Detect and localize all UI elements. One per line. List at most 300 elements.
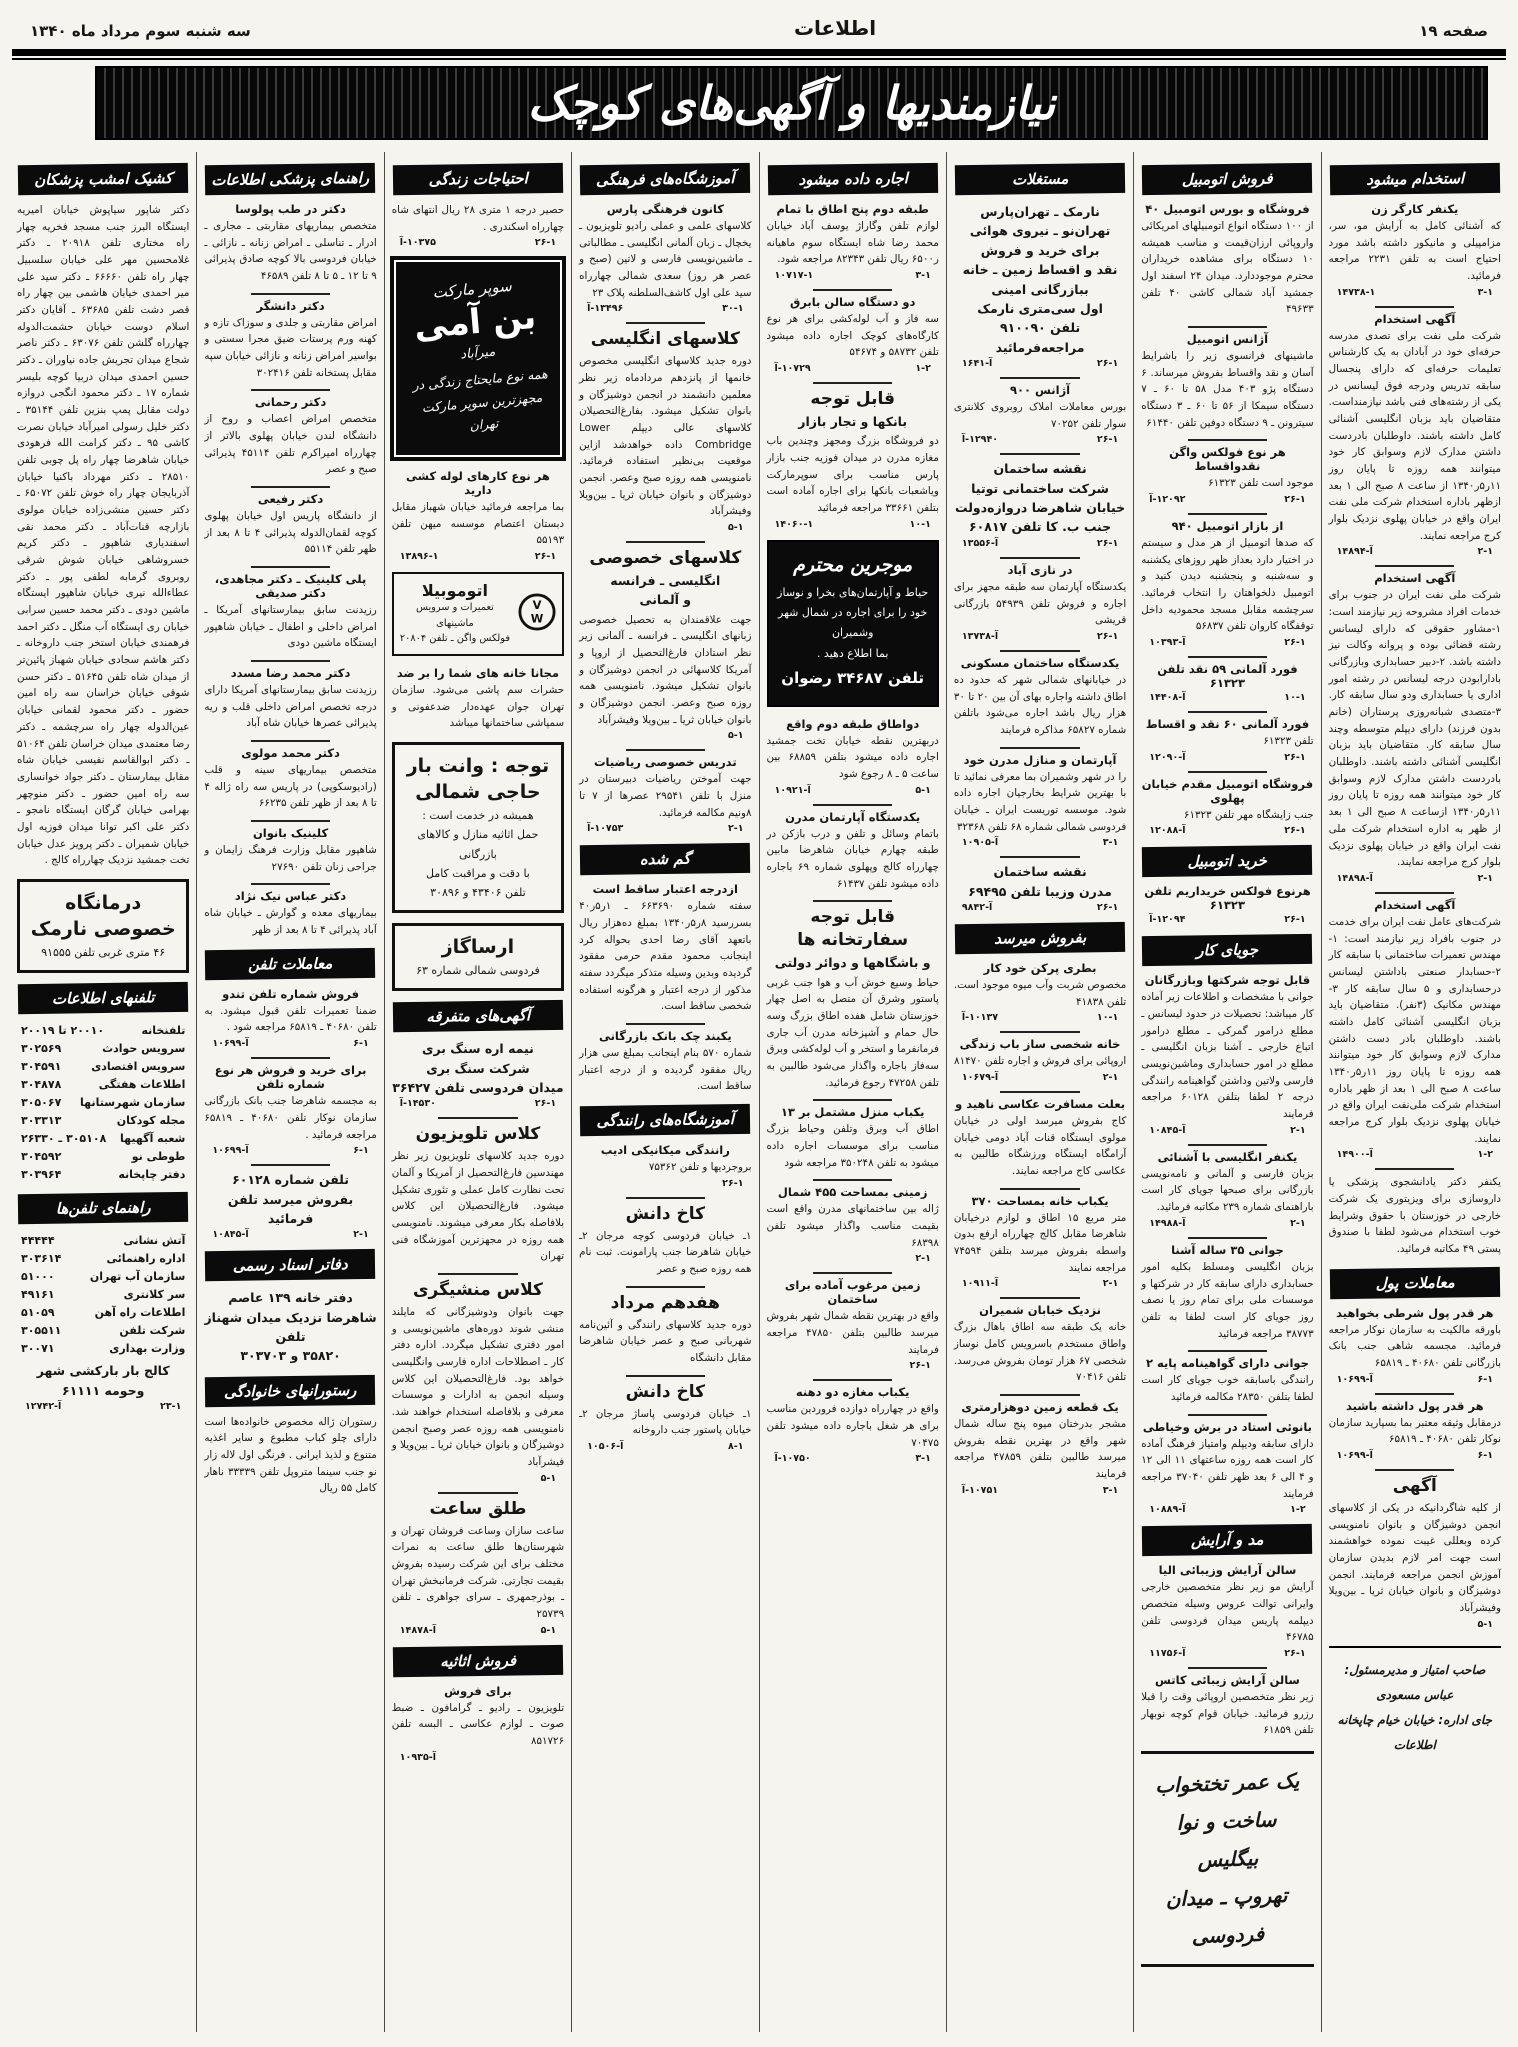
ad-divider	[813, 900, 892, 902]
ad-ref-code: ۱۰۷۵۰-آ	[774, 1453, 811, 1465]
ad-ref-code: آ-۱۰۸۴۵	[212, 1229, 249, 1241]
ad-ref-serial: ۲-۱	[353, 1229, 369, 1241]
phone-label: مجله کودکان	[116, 1113, 186, 1127]
phone-row	[17, 1111, 189, 1129]
ad-divider	[251, 486, 330, 488]
ad-title-line: بانکها و تجار بازار	[798, 413, 908, 429]
ad-ref	[1141, 1503, 1313, 1515]
ad-ref-code: آ-۱۰۶۹۹	[212, 1145, 249, 1157]
ad-divider	[1375, 1393, 1454, 1395]
ad-body: از کلیه شاگردانیکه در یکی از کلاسهای انجمن دوشیزگان و بانوان نامنویسی کرده وبعللی غیبت نموده خواهشمند است جهت امر لازم بدیدن سازمان آموزش انجمن مراجعه فرمایند. انجمن دوشیزگان و بانوان خیابان ثریا ـ بین‌ویلا وفیشرآباد	[1328, 1501, 1501, 1614]
column-car-sale	[1133, 152, 1320, 2032]
ad-title: قابل توجه سفارتخانه ها	[797, 907, 909, 951]
ad-ref-serial: ۲۶-۱	[1096, 434, 1119, 446]
ad-ref	[1329, 545, 1501, 557]
masthead-title: اطلاعات	[793, 16, 877, 40]
section-header: راهنمای تلفن‌ها	[18, 1192, 189, 1224]
classified-ad	[954, 1037, 1126, 1083]
ad-ref	[1141, 493, 1313, 505]
ad-ref-serial: ۳-۱	[915, 270, 931, 282]
classified-ad	[204, 1414, 376, 1497]
ad-body: دکتر شاپور سیاپوش خیابان امیریه ایستگاه البرز جنب مسجد فخریه چهار راه مختاری تلفن ۲۰۹۱۸ ـ دکتر غلامحسین مهر علی خیابان سلسبیل چهار راه تلفن ۶۶۶۶۰ ـ دکتر سید علی میر احمدی خیابان هاشمی بین چهار راه قصر دشت تلفن ۶۳۶۸۵ ـ آقایان دکتر اسلام دوست خیابان حشمت‌الدوله چهارراه گلشن تلفن ۶۳۰۷۶ ـ دکتر ناصر شجاع میدان تجریش جاده نیاوران ـ دکتر حسین احمدی میدان دربیا کوچه بلیسر شماره ۱۷ ـ دکتر محمود انگجی دروازه دولت مقابل پمپ بنزین تلفن ۳۵۱۴۴ ـ دکتر خلیل رسولی امیرآباد خیابان نصرت کاشی ۹۵ ـ دکتر کرامت الله فرهودی خیابان شاهرضا چهار راه پل چوبی تلفن ۲۸۵۱۰ ـ دکتر مهرداد باکنیا خیابان آذربایجان چهار راه خوش تلفن ۶۵۰۷۲ ـ دکتر حسین منشی‌زاده خیابان مولوی بازارچه قنات‌آباد ـ دکتر محمد نقی اسفندیاری شاهپور ـ دکتر کریم خسروشاهی خیابان شوش شرقی روبروی گرمابه لطفی پور ـ دکتر عطاءالله نیری خیابان شاهپور ایستگاه ماشین دودی ـ دکتر محمد حسین سرابی خیابان ری ایستگاه آب منگل ـ دکتر احمد فرهمندی خیابان استخر جنب داروخانه ـ دکتر هاشم سجادی خیابان شهباز پائین‌تر از میدان شاه تلفن ۵۱۶۴۵ ـ دکتر حسن شوقی خیابان خراسان سه راه امین حضور ـ دکتر محمود لقمانی خیابان عین‌الدوله چهار راه سرچشمه ـ دکتر رضا معتمدی میدان خراسان تلفن ۵۱۰۶۴ ـ دکتر ابوالقاسم نفیسی خیابان شاه مقابل بیمارستان ـ دکتر جواد خوانساری سه راه امین حضور ـ دکتر منوچهر بهرامی خیابان گرگان ایستگاه نامجو ـ دکتر علی اکبر توانا میدان فوزیه اول خیابان شمیران ـ دکتر پرویز عدل خیابان تخت جمشید نزدیک چهارراه کالج .	[17, 204, 190, 867]
classified-ad	[1141, 1420, 1313, 1516]
ad-title: یکباب خانه بمساحت ۳۷۰	[971, 1193, 1109, 1208]
display-ad-line: خود را برای اجاره در شمال شهر وشمیران	[778, 606, 928, 640]
top-bar	[0, 0, 1518, 46]
ad-ref	[954, 1484, 1126, 1496]
ad-divider	[626, 1286, 705, 1288]
classified-ad	[954, 1097, 1126, 1180]
classified-ad	[1141, 1243, 1313, 1342]
ad-title: کاخ دانش	[625, 1203, 706, 1224]
ad-ref-code: آ-۹۸۴۲	[961, 901, 993, 913]
classified-ad	[1141, 662, 1313, 703]
ad-ref	[392, 236, 564, 248]
classifieds-banner: نیازمندیها و آگهی‌های کوچک	[95, 66, 1488, 140]
phone-list	[17, 1231, 189, 1357]
phone-label: اطلاعات راه آهن	[94, 1305, 186, 1319]
classified-ad	[1141, 884, 1313, 925]
ad-ref	[1141, 636, 1313, 648]
ad-divider	[1188, 513, 1267, 515]
ad-ref-serial: ۱-۲	[1290, 1504, 1306, 1516]
ad-title: زمینی بمساحت ۴۵۵ شمال	[777, 1185, 928, 1200]
phone-row	[17, 1075, 189, 1093]
classified-ad	[1141, 717, 1313, 763]
phone-row	[17, 1267, 189, 1285]
ad-title: کانون فرهنگی پارس	[606, 202, 724, 216]
ad-divider	[251, 740, 330, 742]
ad-body: باورقه مالکیت به سازمان نوکار مراجعه فرمائید. مجسمه شاهی جنب بانک بازرگانی تلفن ۴۰۶۸۰ ـ ۶۵۸۱۹	[1328, 1323, 1501, 1369]
ad-ref-serial: ۲-۱	[1102, 1278, 1119, 1290]
ad-ref-serial: ۲-۱	[1290, 1124, 1306, 1136]
phone-number: ۲۰۰۱۰ تا ۲۰۰۱۹	[21, 1023, 105, 1037]
ad-ref-serial: ۲-۱	[915, 1253, 931, 1265]
ad-title: یکباب منزل مشتمل بر ۱۳	[780, 1105, 925, 1120]
classified-ad	[1141, 332, 1313, 431]
phone-number: ۳۰۴۸۷۸	[21, 1077, 62, 1091]
ad-ref	[954, 537, 1126, 549]
ad-title-line: دفتر خانه ۱۳۹ عاصم	[228, 1290, 353, 1306]
ad-title: از بازار اتومبیل ۹۴۰	[1171, 519, 1284, 534]
section-header: دفاتر اسناد رسمی	[205, 1249, 376, 1281]
ad-body: را در شهر وشمیران بما معرفی نمائید تا با بهترین شرایط بخارجیان اجاره داده شود. موسسه توریست ایران ـ خیابان فردوسی شمالی شماره ۶۸ تلفن ۳۲۳۶۸	[953, 770, 1127, 833]
classified-ad	[204, 826, 376, 875]
phone-label: سازمان شهرستانها	[80, 1095, 186, 1109]
ad-ref	[954, 1071, 1126, 1083]
classified-ad	[17, 202, 189, 869]
section-header: مستغلات	[955, 163, 1126, 195]
phone-label: اطلاعات هفتگی	[98, 1077, 186, 1091]
ad-divider	[1000, 1188, 1079, 1190]
classified-ad	[1141, 202, 1313, 318]
ad-ref	[1141, 1647, 1313, 1659]
ad-divider	[438, 1273, 517, 1275]
ad-ref-code: آ-۱۰۸۴۵	[1149, 1124, 1186, 1136]
ad-title: دو دستگاه سالن بابرق	[789, 295, 916, 310]
ad-title: فروشگاه و بورس اتومبیل ۴۰	[1145, 202, 1310, 216]
ad-body: از ۱۰۰ دستگاه انواع اتومبیلهای امریکائی واروپائی ارزان‌قیمت و مناسب همیشه ۱۰ دستگاه برای مشاهده خریداران محترم موجوددارد. میدان ۲۴ اسفند اول جمشید آباد شمالی کاشی ۴۰ تلفن ۴۹۶۳۳	[1141, 220, 1314, 316]
ad-divider	[1000, 1297, 1079, 1299]
phone-label: دفتر چاپخانه	[118, 1167, 186, 1181]
ad-divider	[813, 1099, 892, 1101]
classified-ad	[767, 388, 939, 530]
ad-divider	[1188, 711, 1267, 713]
ad-divider	[251, 293, 330, 295]
ad-divider	[813, 1179, 892, 1181]
phone-row	[17, 1339, 189, 1357]
ad-divider	[1000, 453, 1079, 455]
ad-divider	[1375, 565, 1454, 567]
classified-ad	[579, 1292, 751, 1367]
phone-number: ۳۰۴۵۹۱	[21, 1059, 62, 1073]
ad-title: کلاسهای انگلیسی	[590, 329, 740, 350]
ad-divider	[813, 1379, 892, 1381]
classified-ad	[579, 1203, 751, 1278]
ad-title: قابل توجه شرکتها وبازرگانان	[1144, 973, 1311, 988]
ad-body: ۱ـ خیابان فردوسی پاساژ مرجان ۲ـ خیابان پاستور جنب داروخانه	[579, 1407, 752, 1437]
ad-ref	[767, 1252, 939, 1264]
column-employment	[1321, 152, 1508, 2032]
ad-title: جوانی دارای گواهینامه پایه ۲	[1145, 1356, 1309, 1371]
classified-ad	[954, 383, 1126, 445]
ad-ref-serial: ۳-۱	[1102, 1484, 1119, 1496]
phone-row	[17, 1093, 189, 1111]
classified-ad	[204, 746, 376, 812]
ad-title: هر نوع کارهای لوله کشی دارید	[406, 468, 550, 497]
classified-ad	[204, 395, 376, 478]
phone-row	[17, 1129, 189, 1147]
classified-ad	[954, 459, 1126, 549]
ad-divider	[251, 389, 330, 391]
ad-title: آگهی استخدام	[1374, 897, 1456, 912]
classified-ad	[767, 1278, 939, 1371]
classified-ad	[392, 1498, 564, 1636]
ad-title: یکبند چک بانک بازرگانی	[598, 1029, 732, 1044]
phone-number: ۳۰۰۷۱	[21, 1341, 55, 1355]
ad-ref-code: آ-۱۰۹۳۵	[399, 1751, 436, 1763]
ad-title: زمین مرغوب آماده برای ساختمان	[784, 1278, 921, 1307]
ad-title: بانوئی استاد در برش وخیاطی	[1142, 1419, 1312, 1434]
classified-ad	[1141, 1150, 1313, 1229]
classified-ad	[767, 717, 939, 796]
ad-title: در نازی آباد	[1007, 562, 1073, 577]
ad-ref-serial: ۲۶-۱	[1096, 358, 1119, 369]
classified-ad	[579, 202, 751, 314]
ad-ref-serial: ۲۶-۱	[909, 1360, 931, 1372]
classified-ad	[1141, 777, 1313, 837]
ad-ref-serial: ۳-۱	[1102, 837, 1119, 849]
ad-body: اروپائی برای فروش و اجاره تلفن ۸۱۴۷۰	[954, 1055, 1127, 1068]
boxed-ad-title: درمانگاه خصوصی نارمک	[30, 891, 176, 941]
supermarket-kicker: سوپر مارکت	[431, 277, 513, 303]
ad-title-line: کالج بار بارکشی شهر وحومه ۶۱۱۱۱	[36, 1363, 170, 1398]
ad-body: بما مراجعه فرمائید خیابان شهباز مقابل دبستان اعتصام موسسه میهن تلفن ۵۵۱۹۳	[391, 500, 565, 547]
ad-ref	[1141, 751, 1313, 763]
ad-body: متر مربع ۱۵ اطاق و لوازم درخیابان شاهرضا مقابل کالج چهارراه ارفع بدون واسطه بفروش میرسد بتلفن ۷۴۵۹۴ مراجعه نمایند	[953, 1211, 1127, 1274]
ad-ref-serial: ۲-۱	[1477, 872, 1493, 884]
ad-ref	[1141, 913, 1313, 925]
ad-title: کلاسهای خصوصی	[589, 548, 742, 569]
ad-body: ضمنا تعمیرات تلفن قبول میشود. به تلفن ۴۰۶۸۰ ـ ۶۵۸۱۹ مراجعه شود .	[204, 1004, 377, 1034]
ad-ref	[1141, 824, 1313, 836]
classified-ad	[1141, 973, 1313, 1135]
phone-number: ۵۱۰۰۰	[21, 1269, 55, 1283]
vw-dealer-line: فولکس واگن ـ تلفن ۲۰۸۰۴	[399, 633, 511, 645]
ad-divider	[1000, 377, 1079, 379]
ad-title: آگهی	[1392, 1475, 1437, 1496]
ad-ref-serial: ۱۰-۱	[909, 518, 931, 530]
classified-ad	[1329, 312, 1501, 558]
ad-ref-serial: ۲۶-۱	[1284, 494, 1306, 506]
classified-ad	[954, 1194, 1126, 1290]
ad-ref-code: آ-۱۴۸۹۴	[1336, 546, 1373, 558]
ad-title: فروشگاه اتومبیل مقدم خیابان پهلوی	[1141, 776, 1314, 805]
ad-title: آگهی استخدام	[1374, 311, 1456, 326]
ad-divider	[1188, 656, 1267, 658]
classified-ad	[767, 295, 939, 374]
ad-divider	[251, 566, 330, 568]
ad-body: مخصوص شربت وآب میوه موجود است. تلفن ۴۱۸۳۸	[953, 978, 1127, 1008]
ad-ref-code: ۱۴۷۳۸-۱	[1336, 286, 1376, 298]
ad-ref-serial: ۲۶-۱	[1096, 537, 1119, 549]
boxed-ad-line: تلفن ۴۳۴۰۶ و ۳۰۸۹۶	[430, 886, 526, 900]
ad-title: دکتر عباس نیک نژاد	[234, 889, 347, 904]
ad-ref	[204, 1037, 376, 1049]
ad-ref	[392, 1751, 564, 1763]
classified-ad	[579, 1381, 751, 1452]
ad-divider	[251, 1164, 330, 1166]
classified-ad	[767, 1185, 939, 1264]
ad-title: خانه شخصی ساز باب زندگی	[959, 1037, 1121, 1052]
phone-label: تلفنخانه	[141, 1023, 186, 1037]
ad-ref-serial: ۲-۱	[1102, 1072, 1119, 1083]
section-header: بفروش میرسد	[955, 922, 1126, 954]
ad-ref-serial: ۲۶-۱	[1284, 825, 1306, 837]
ad-body: متخصص بیماریهای سینه و قلب (رادیوسکوپی) در پاریس سه راه ژاله ۴ تا ۸ بعد از ظهر تلفن ۶۶۲۳۵	[204, 764, 377, 810]
boxed-ad	[392, 923, 564, 991]
classified-ad	[1329, 898, 1501, 1160]
vw-dealer-ad	[392, 572, 564, 656]
ad-ref-serial: ۵-۱	[915, 784, 931, 796]
ad-ref-code: ۱۰۳۷۵-آ	[399, 237, 436, 249]
phone-number: ۵۱۰۵۹	[21, 1305, 55, 1319]
ad-ref	[1329, 1618, 1501, 1630]
column-medical-guide	[196, 152, 383, 2032]
classified-ad	[767, 202, 939, 281]
ad-body: جهت آموختن ریاضیات دبیرستان در منزل با تلفن ۲۹۵۴۱ عصرها از ۷ تا ۸ونیم مکالمه فرمائید.	[579, 773, 752, 819]
boxed-ad-title: ارساگاز	[441, 936, 515, 959]
svg-text:W: W	[530, 611, 544, 626]
ad-divider	[1000, 557, 1079, 559]
ad-ref-code: ۱۲۰۹۴-آ	[1149, 914, 1186, 926]
ad-title: هر قدر پول شرطی بخواهید	[1336, 1305, 1494, 1320]
ad-body: موجود است تلفن ۶۱۳۲۳	[1208, 477, 1314, 490]
section-header: آموزشگاه‌های فرهنگی	[580, 163, 751, 195]
section-header: فروش اتومبیل	[1142, 163, 1313, 195]
calligraphic-ad	[1141, 1751, 1313, 1967]
ad-title-line: انگلیسی ـ فرانسه	[610, 572, 721, 588]
column-for-rent	[759, 152, 946, 2032]
ad-ref	[767, 518, 939, 530]
classified-ad	[767, 810, 939, 893]
ad-ref-serial: ۵-۱	[727, 522, 744, 534]
boxed-ad	[392, 742, 564, 913]
column-real-estate	[946, 152, 1133, 2032]
ad-body: مشجر بدرختان میوه پنج ساله شمال شهر واقع در بهترین نقطه بفروش میرسد طالبین بتلفن ۴۷۸۵۹ مراجعه فرمایند	[953, 1418, 1127, 1481]
ad-title-line: تلفن شماره ۶۰۱۲۸	[232, 1172, 349, 1188]
ad-ref	[954, 630, 1126, 642]
ad-title-line: اول سی‌متری نارمک	[977, 300, 1103, 316]
ad-title: یک قطعه زمین دوهزارمتری	[961, 1400, 1119, 1415]
classified-ad	[1141, 1563, 1313, 1659]
ad-ref-code: آ-۱۳۷۳۸	[961, 630, 999, 642]
ad-title: دکتر محمد رضا مسدد	[230, 666, 351, 681]
classified-ad	[579, 882, 751, 1015]
ad-ref	[204, 1144, 376, 1156]
ad-ref-serial: ۲-۱	[1290, 1217, 1306, 1229]
classified-ad	[1141, 1356, 1313, 1405]
classified-ad	[579, 1029, 751, 1095]
ad-ref-code: ۱۰۱۳۷-آ	[961, 1012, 999, 1024]
boxed-ad-line: ۴۶ متری غربی تلفن ۹۱۵۵۵	[41, 946, 166, 960]
ad-body: یکدستگاه آپارتمان سه طبقه مجهز برای اجاره و فروش تلفن ۵۴۹۳۹ بازرگانی قریشی	[953, 580, 1127, 627]
classified-ad	[392, 666, 564, 732]
vw-logo-icon	[518, 593, 556, 635]
phone-number: ۴۹۱۶۱	[21, 1287, 55, 1301]
ad-title-line: شاهرضا نزدیک میدان شهناز تلفن	[204, 1309, 377, 1345]
classified-ad	[392, 1684, 564, 1763]
supermarket-display-inner	[397, 274, 558, 443]
ad-divider	[1188, 326, 1267, 328]
ad-body: دوره جدید کلاسهای رانندگی و آئین‌نامه شهربانی صبح و عصر خیابان شاهرضا مقابل دانشگاه	[579, 1318, 752, 1365]
ad-ref-code: آ-۱۰۶۹۹	[1336, 1449, 1373, 1461]
ad-divider	[438, 1117, 517, 1119]
section-header: احتیاجات زندگی	[393, 163, 564, 195]
ad-ref-code: آ-۱۴۸۹۸	[1336, 872, 1373, 884]
ad-title: فورد آلمانی ۵۹ نقد تلفن ۶۱۳۲۳	[1157, 662, 1298, 691]
classified-ad	[579, 755, 751, 834]
ad-ref	[579, 1440, 751, 1452]
ad-ref-serial: ۵-۱	[540, 1624, 557, 1636]
ad-divider	[251, 660, 330, 662]
ad-title-line: جنب ب. کا تلفن ۶۰۸۱۷	[968, 519, 1112, 535]
supermarket-display-ad	[394, 260, 562, 457]
ad-ref-code: ۱۳۸۹۶-۱	[399, 550, 439, 562]
ad-divider	[1000, 747, 1079, 749]
ad-ref-serial: ۳۰-۱	[722, 303, 744, 315]
ad-ref-code: آ-۱۱۷۵۶	[1149, 1647, 1186, 1659]
boxed-ad-line: همیشه در خدمت است :	[422, 809, 534, 823]
ad-body: کلاسهای علمی و عملی رادیو تلویزیون ـ یخچال ـ زبان آلمانی انگلیسی ـ مطالباتی ـ ماشین‌نویسی فارسی و لاتین (صبح و عصر هر روز) سعدی شمالی چهارراه سید علی اول کاشف‌السلطنه پلاک ۲۳	[579, 220, 752, 299]
column-life-necessities	[384, 152, 571, 2032]
ad-ref-code: ۱۰۷۵۱-آ	[961, 1484, 999, 1496]
ad-ref-code: ۱۳۴۹۶-آ	[587, 303, 624, 315]
ad-divider	[626, 1375, 705, 1377]
ad-title-line: شرکت سنگ بری	[426, 1060, 530, 1076]
ad-divider	[1375, 1168, 1454, 1170]
ad-body: حیاط وسیع خوش آب و هوا جنب غربی پاستور وشرق آن متصل به اصل چهار خوزستان شامل هفده اطاق بزرگ وسه حال حمام و آشپزخانه مدرن آب جاری فرمانفرما و استخر و آب لوله‌کشی وبرق سه‌فاز باجاره واگذار می‌شود طالبین به تلفن ۴۷۲۵۸ رجوع فرمائید.	[766, 976, 939, 1089]
ad-ref-serial: ۲۶-۱	[1284, 637, 1306, 649]
calligraphic-line: تهروپ ـ میدان فردوسی	[1165, 1882, 1288, 1949]
ad-divider	[813, 1272, 892, 1274]
ad-title: سالن آرایش زیبائی کاتس	[1155, 1672, 1300, 1687]
ad-divider	[1375, 892, 1454, 894]
ad-divider	[626, 1197, 705, 1199]
ad-divider	[1188, 771, 1267, 773]
ad-ref	[1329, 1449, 1501, 1461]
ad-title: آژانس اتومبیل	[1186, 332, 1269, 347]
phone-label: سرویس حوادث	[102, 1041, 186, 1055]
ad-ref-serial: ۲۶-۱	[1284, 1647, 1306, 1659]
classified-ad	[579, 328, 751, 533]
classified-ad	[1141, 1673, 1313, 1739]
classified-ad	[767, 906, 939, 1091]
ad-title-line: تلفن ۹۱۰۰۹۰ مراجعه‌فرمائید	[995, 320, 1085, 355]
phone-number: ۳۰۴۵۹۲	[21, 1149, 62, 1163]
section-header: تلفنهای اطلاعات	[18, 982, 189, 1014]
ad-title: بطری پرکن خود کار	[983, 960, 1097, 975]
ad-ref-code: آ-۱۰۶۷۹	[961, 1072, 999, 1083]
ad-ref-serial: ۲۶-۱	[1284, 751, 1306, 763]
ad-title: آپارتمان و منازل مدرن خود	[963, 752, 1117, 767]
display-ad-line: بما اطلاع دهید .	[816, 646, 889, 660]
ad-title: قابل توجه	[810, 389, 895, 410]
ad-ref	[392, 1624, 564, 1636]
ad-ref	[17, 1400, 189, 1412]
imprint-line: صاحب امتیاز و مدیرمسئول: عباس مسعودی	[1344, 1662, 1486, 1702]
ad-divider	[438, 1492, 517, 1494]
ad-ref-code: آ-۱۰۹۰۵	[961, 837, 999, 849]
ad-ref-code: آ-۱۲۰۹۰	[1149, 751, 1186, 763]
ad-body: بروجردیها و تلفن ۷۵۳۶۲	[648, 1161, 752, 1174]
phone-label: طوطی نو	[131, 1149, 186, 1163]
phone-label: شرکت تلفن	[119, 1323, 186, 1337]
ad-divider	[626, 541, 705, 543]
ad-title-line: نارمک ـ تهران‌پارس	[980, 204, 1100, 219]
ad-ref-serial: ۸-۱	[727, 1441, 744, 1452]
ad-ref	[204, 1228, 376, 1240]
ad-ref	[954, 836, 1126, 848]
ad-body: دوره جدید کلاسهای انگلیسی مخصوص خانمها از پانزدهم مردادماه زیر نظر معلمین دانشمند در انجمن دوشیزگان و بانوان تشکیل میشود. بفارغ‌التحصیلان کلاسهای عالی دیپلم Lower Combridge داده خواهدشد ازاین موقعیت بی‌نظیر استفاده فرمائید. نامنویسی همه روزه صبح وعصر. انجمن دوشیزگان و بانوان خیابان ثریا ـ بین‌ویلا وفیشرآباد	[579, 355, 752, 518]
phone-row	[17, 1249, 189, 1267]
ad-ref-code: آ-۱۰۸۸۹	[1149, 1504, 1186, 1516]
ad-title-line: نقشه ساختمان	[993, 461, 1087, 477]
ad-title: برای خرید و فروش هر نوع شماره تلفن	[214, 1063, 367, 1092]
ad-title-line: مدرن وزیبا تلفن ۶۹۴۹۵	[968, 883, 1112, 899]
ad-divider	[626, 322, 705, 324]
ad-title-line: میدان فردوسی تلفن ۳۶۴۲۷	[392, 1079, 564, 1095]
ad-title: کلاس منشیگری	[412, 1279, 543, 1300]
ad-body: ماشینهای فرانسوی زیر را باشرایط آسان و نقد واقساط بفروش میرساند. ۶ دستگاه پژو ۴۰۳ مدل ۵۸ تا ۶۰ ـ ۷ دستگاه سیمکا از ۵۶ تا ۶۰ ـ ۳ دستگاه سیترونن ـ ۹ دستگاه دوفین تلفن ۶۱۴۴۰	[1141, 350, 1314, 429]
ad-body: زیر نظر متخصصین اروپائی وقت را قبلا رزرو فرمائید. خیابان قوام کوچه نوبهار تلفن ۶۱۸۵۹	[1141, 1690, 1314, 1737]
ad-body: دارای سابقه ودیپلم وامتیاز فرهنگ آماده کار است همه روزه ساعتهای ۱۱ الی ۱۲ و ۴ الی ۶ بعد ظهر تلفن ۳۷۰۴۰ مراجعه فرمایند	[1141, 1437, 1314, 1500]
ad-body: در خیابانهای شمالی شهر که حدود ده اطاق داشته واجاره بهای آن بین ۲۰ تا ۳۰ هزار ریال باشد اجاره می‌شود باتلفن شماره ۶۵۸۲۷ مذاکره فرمایند	[953, 673, 1127, 736]
ad-title-line: نقشه ساختمان	[993, 864, 1087, 880]
classified-ad	[204, 572, 376, 652]
classified-ad	[767, 1385, 939, 1464]
classified-ad	[204, 1170, 376, 1240]
boxed-ad-line: فردوسی شمالی شماره ۶۳	[416, 963, 540, 977]
phone-row	[17, 1057, 189, 1075]
classified-ad	[1329, 1306, 1501, 1385]
classified-ad	[1329, 202, 1501, 298]
section-header: خرید اتومبیل	[1142, 845, 1313, 877]
ad-divider	[251, 883, 330, 885]
ad-ref-code: آ-۱۴۸۷۸	[399, 1624, 436, 1636]
ad-body: دو فروشگاه بزرگ ومجهز وچندین باب مغازه مدرن در میدان فوزیه جنب بازار پارس مناسب برای سوپرمارکت ویاشعبات بانکها برای اجاره آماده است بتلفن ۳۳۶۶۱ مراجعه فرمائید	[766, 435, 939, 515]
ad-ref	[1329, 286, 1501, 298]
